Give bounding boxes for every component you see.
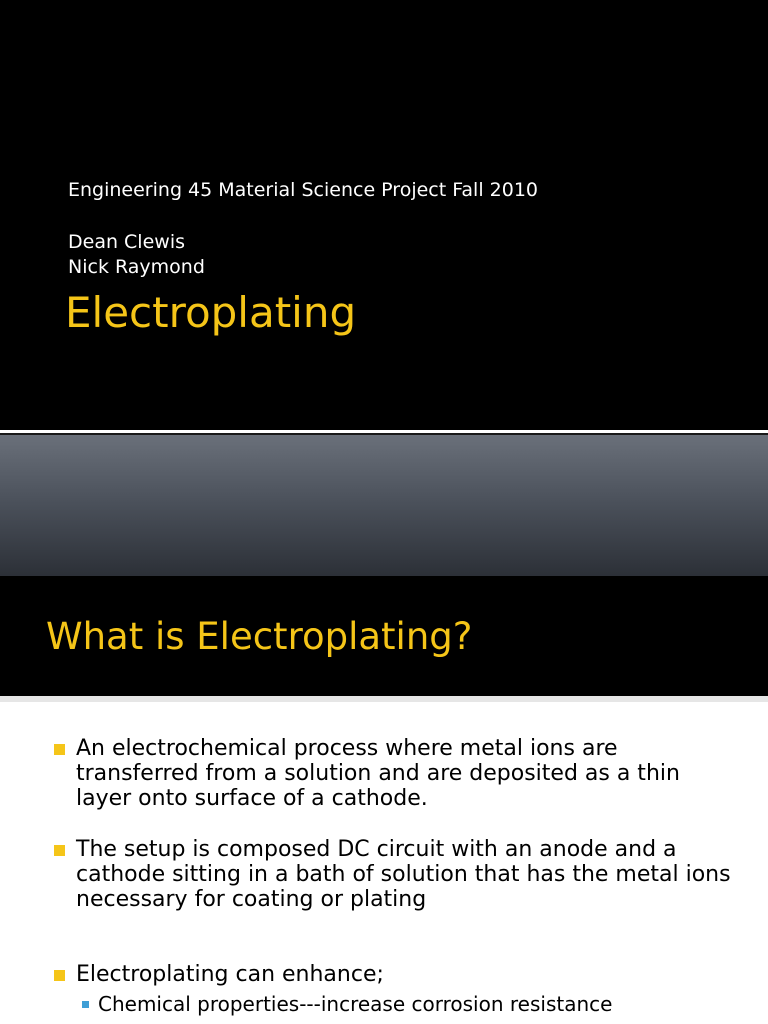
title-slide (0, 0, 768, 430)
slide-header-gradient (0, 433, 768, 578)
sub-bullet-text: Chemical properties---increase corrosion resistance (98, 992, 613, 1016)
bullet-text: The setup is composed DC circuit with an anode and a cathode sitting in a bath of solution that has the metal ions necessary for coating or plating (76, 837, 731, 912)
bullet-item (76, 837, 736, 912)
bullet-item (76, 736, 736, 811)
author-name: Nick Raymond (68, 256, 205, 278)
author-name: Dean Clewis (68, 231, 185, 253)
bullet-text: An electrochemical process where metal ions are transferred from a solution and are deposited as a thin layer onto surface of a cathode. (76, 736, 680, 811)
slide-heading: What is Electroplating? (46, 615, 473, 658)
bullet-item (76, 962, 736, 987)
sub-bullet-square-icon (82, 1001, 89, 1008)
bullet-square-icon (54, 744, 65, 755)
bullet-square-icon (54, 845, 65, 856)
bullet-square-icon (54, 970, 65, 981)
sub-bullet-item (98, 992, 738, 1017)
subtitle-block (68, 178, 538, 280)
slide-body (0, 702, 768, 1024)
slide-title: Electroplating (65, 288, 357, 337)
course-line: Engineering 45 Material Science Project Fall 2010 (68, 179, 538, 201)
bullet-text: Electroplating can enhance; (76, 962, 384, 987)
